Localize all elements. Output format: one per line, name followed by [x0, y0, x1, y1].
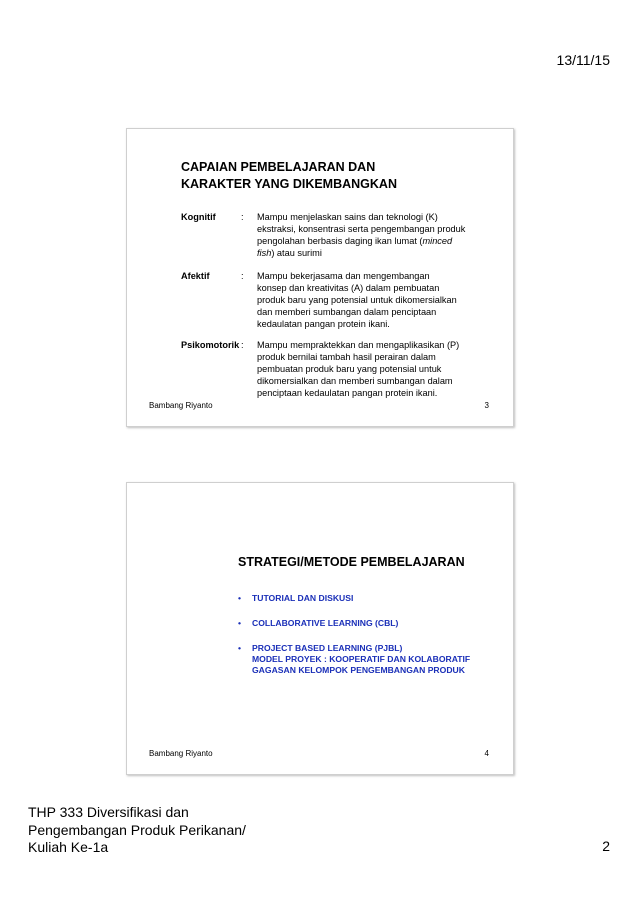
slide-title	[181, 159, 397, 193]
title-line: CAPAIAN PEMBELAJARAN DAN	[181, 160, 376, 174]
text-line	[257, 247, 509, 259]
title-line: KARAKTER YANG DIKEMBANGKAN	[181, 177, 397, 191]
text-line: kedaulatan pangan protein ikani.	[257, 319, 390, 329]
text-fragment: ) atau surimi	[271, 248, 322, 258]
text-line: Mampu mempraktekkan dan mengaplikasikan (P)	[257, 340, 460, 350]
bullet-item	[238, 643, 470, 676]
bullet-dot: •	[238, 593, 242, 603]
text-line: produk baru yang potensial untuk dikomersialkan	[257, 295, 457, 305]
slide-3	[126, 128, 514, 427]
row-colon: :	[241, 271, 244, 281]
row-text	[257, 211, 509, 259]
row-text	[257, 339, 509, 399]
print-date: 13/11/15	[556, 52, 610, 68]
course-line: THP 333 Diversifikasi dan	[28, 804, 189, 820]
bullet-item	[238, 618, 470, 629]
bullet-line: GAGASAN KELOMPOK PENGEMBANGAN PRODUK	[252, 665, 465, 675]
row-colon: :	[241, 212, 244, 222]
italic-term: fish	[257, 248, 272, 258]
page-number: 2	[602, 838, 610, 854]
course-line: Kuliah Ke-1a	[28, 839, 109, 855]
text-line: produk bernilai tambah hasil perairan dalam	[257, 352, 436, 362]
text-line: penciptaan kedaulatan pangan protein ikani.	[257, 388, 438, 398]
text-fragment: pengolahan berbasis daging ikan lumat (	[257, 236, 423, 246]
bullet-line: PROJECT BASED LEARNING (PJBL)	[252, 643, 403, 653]
text-line: ekstraksi, konsentrasi serta pengembangan produk	[257, 224, 466, 234]
slide-footer-author: Bambang Riyanto	[149, 401, 213, 410]
slide-4	[126, 482, 514, 775]
row-label: Kognitif	[181, 212, 216, 222]
text-line	[257, 235, 509, 247]
row-label: Psikomotorik	[181, 340, 240, 350]
text-line: Mampu bekerjasama dan mengembangan	[257, 271, 430, 281]
slide-title: STRATEGI/METODE PEMBELAJARAN	[238, 555, 465, 569]
slide-footer-page: 3	[484, 401, 489, 410]
bullet-dot: •	[238, 618, 242, 628]
slide-footer-page: 4	[484, 749, 489, 758]
bullet-dot: •	[238, 643, 242, 653]
row-colon: :	[241, 340, 244, 350]
course-line: Pengembangan Produk Perikanan/	[28, 821, 246, 838]
text-line: konsep dan kreativitas (A) dalam pembuatan	[257, 283, 440, 293]
bullet-line: COLLABORATIVE LEARNING (CBL)	[252, 618, 399, 628]
slide-footer-author: Bambang Riyanto	[149, 749, 213, 758]
row-text	[257, 270, 509, 330]
text-line: dikomersialkan dan memberi sumbangan dalam	[257, 376, 453, 386]
text-line: pembuatan produk baru yang potensial untuk	[257, 364, 442, 374]
bullet-list	[238, 593, 470, 690]
bullet-line: MODEL PROYEK : KOOPERATIF DAN KOLABORATIF	[252, 654, 471, 664]
bullet-item	[238, 593, 470, 604]
italic-term: minced	[422, 236, 453, 246]
course-footer	[28, 804, 246, 857]
text-line: Mampu menjelaskan sains dan teknologi (K)	[257, 212, 438, 222]
text-line: dan memberi sumbangan dalam penciptaan	[257, 307, 437, 317]
bullet-line: TUTORIAL DAN DISKUSI	[252, 593, 354, 603]
row-label: Afektif	[181, 271, 210, 281]
